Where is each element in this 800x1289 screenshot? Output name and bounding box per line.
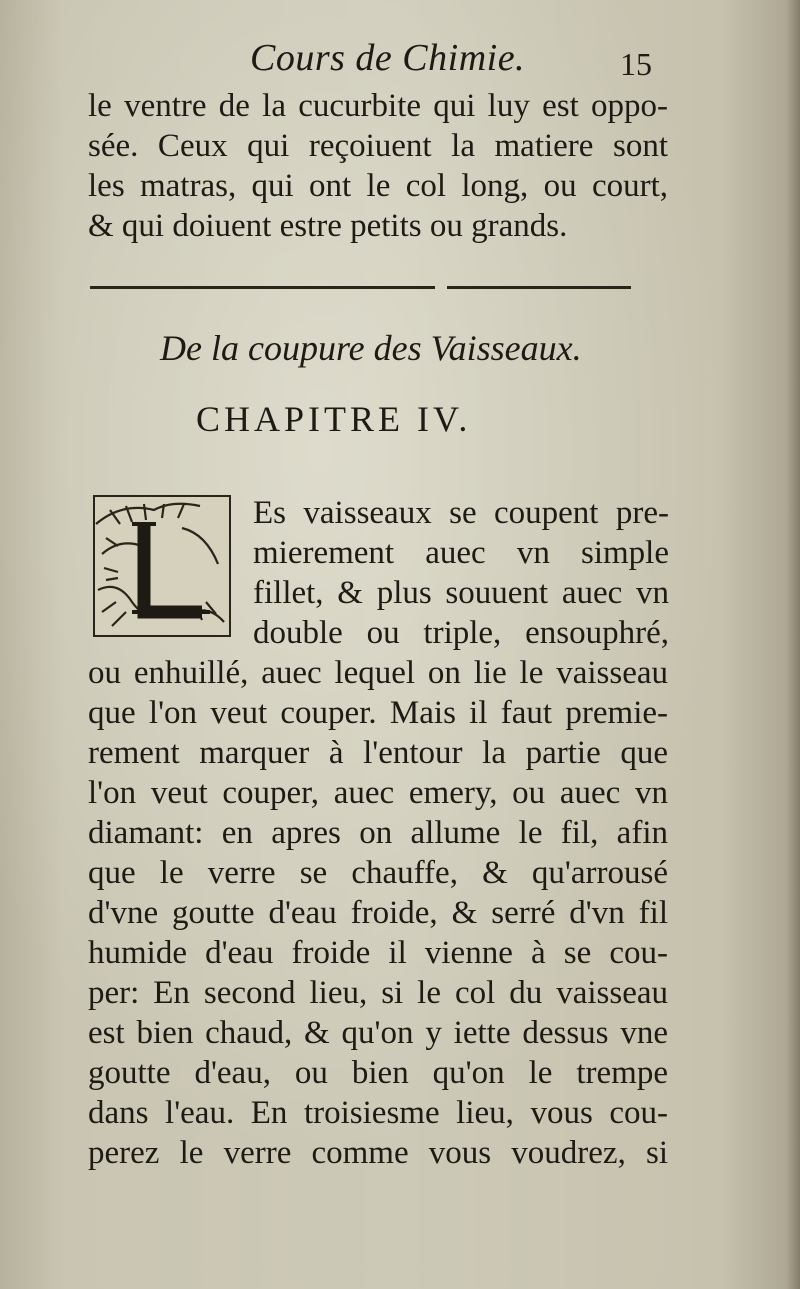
text-line: goutte d'eau, ou bien qu'on le trempe (88, 1055, 668, 1091)
text-line: humide d'eau froide il vienne à se cou- (88, 935, 668, 971)
text-line: d'vne goutte d'eau froide, & serré d'vn fil (88, 895, 668, 931)
text-line: est bien chaud, & qu'on y iette dessus vne (88, 1015, 668, 1051)
text-line: rement marquer à l'entour la partie que (88, 735, 668, 771)
section-title: De la coupure des Vaisseaux. (160, 328, 582, 368)
text-line: sée. Ceux qui reçoiuent la matiere sont (88, 128, 668, 164)
text-line: Es vaisseaux se coupent pre- (253, 495, 669, 531)
text-line: per: En second lieu, si le col du vaisseau (88, 975, 668, 1011)
foliage-ornament-icon (92, 494, 232, 638)
text-line: & qui doiuent estre petits ou grands. (88, 208, 568, 244)
text-line: perez le verre comme vous voudrez, si (88, 1135, 668, 1171)
text-line: le ventre de la cucurbite qui luy est oppo- (88, 88, 668, 124)
text-line: que le verre se chauffe, & qu'arrousé (88, 855, 668, 891)
page-header (0, 36, 800, 86)
text-line: mierement auec vn simple (253, 535, 669, 571)
ornamental-drop-cap (92, 494, 232, 638)
text-line: fillet, & plus souuent auec vn (253, 575, 669, 611)
running-title: Cours de Chimie. (250, 37, 526, 79)
section-divider (447, 286, 631, 289)
text-line: l'on veut couper, auec emery, ou auec vn (88, 775, 668, 811)
text-line: dans l'eau. En troisiesme lieu, vous cou- (88, 1095, 668, 1131)
section-divider (90, 286, 435, 289)
text-line: que l'on veut couper. Mais il faut premie- (88, 695, 668, 731)
chapter-heading: CHAPITRE IV. (196, 399, 472, 439)
text-line: double ou triple, ensouphré, (253, 615, 669, 651)
text-line: les matras, qui ont le col long, ou court, (88, 168, 668, 204)
text-line: diamant: en apres on allume le fil, afin (88, 815, 668, 851)
text-line: ou enhuillé, auec lequel on lie le vaisseau (88, 655, 668, 691)
page-number: 15 (620, 46, 652, 82)
